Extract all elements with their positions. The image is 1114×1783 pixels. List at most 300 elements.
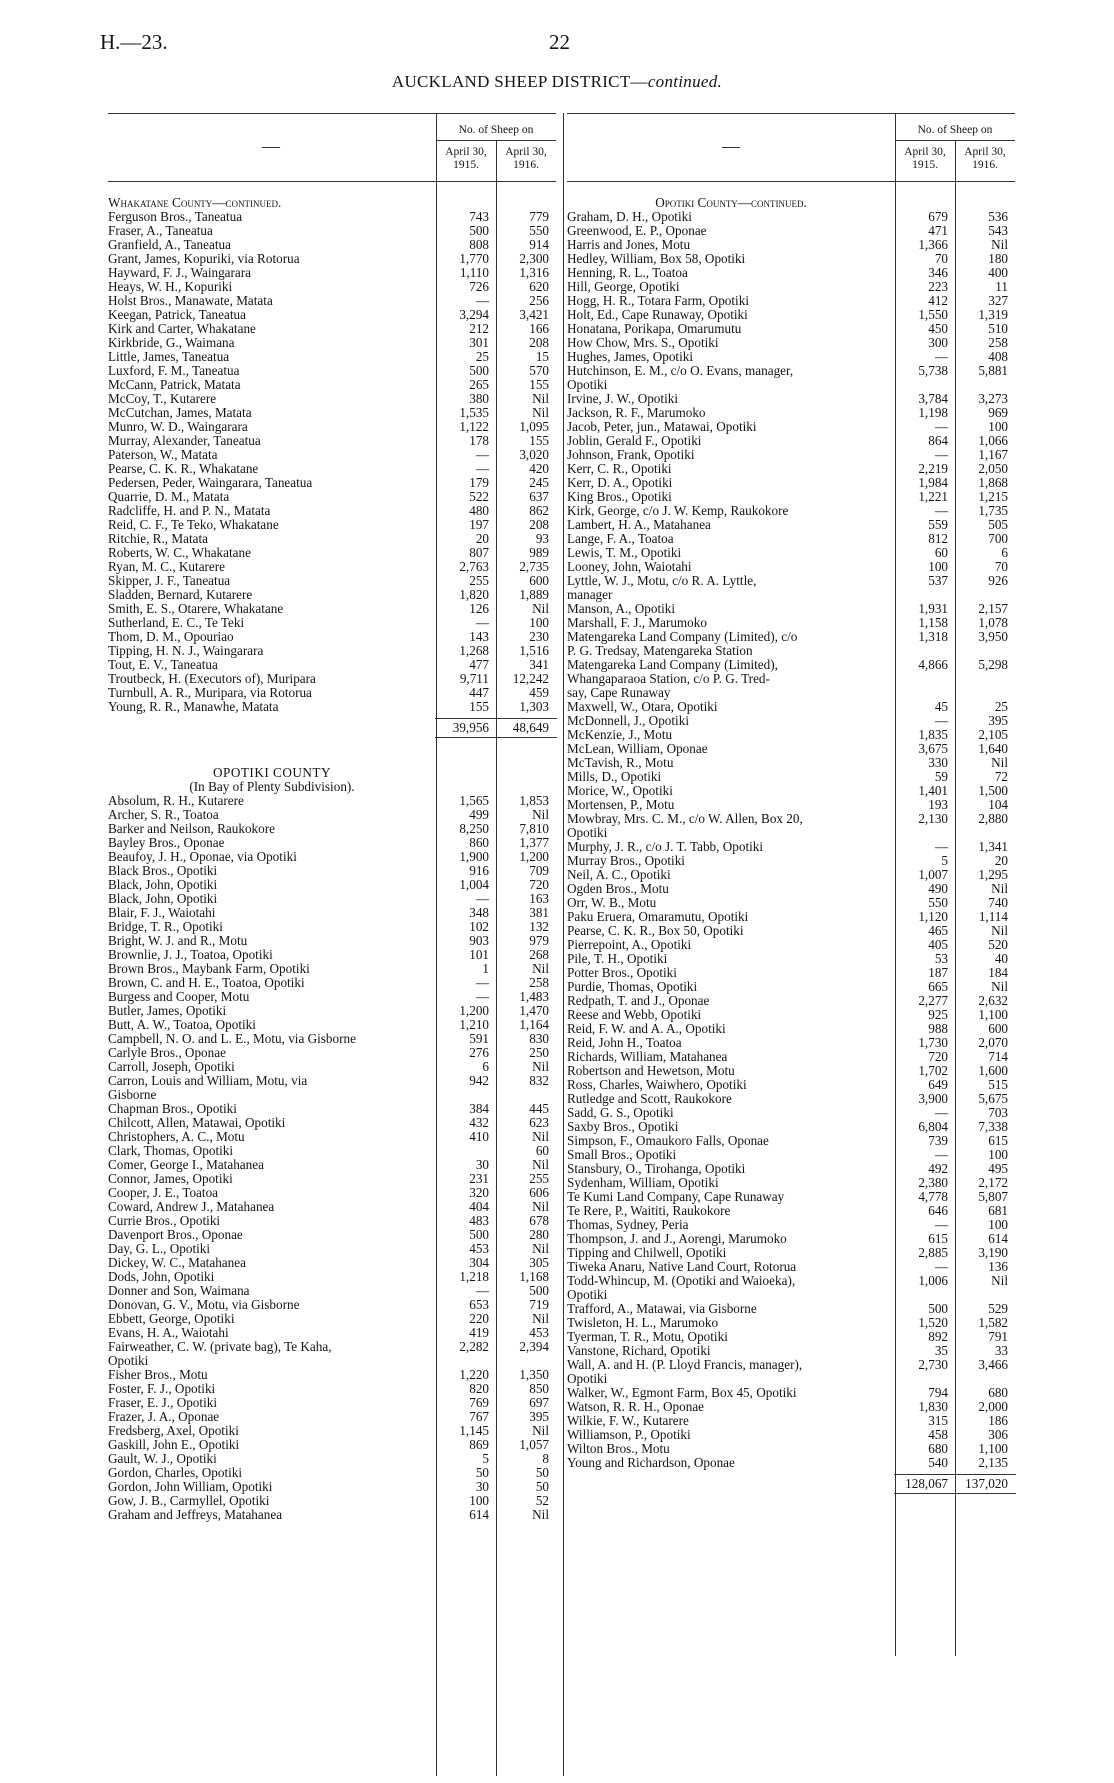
holder-name: Pierrepoint, A., Opotiki (567, 937, 692, 952)
sheep-1915: 550 (928, 895, 948, 910)
sheep-1915: 3,675 (918, 741, 948, 756)
table-row (108, 448, 556, 462)
sheep-1915: 559 (928, 517, 948, 532)
sheep-1915: 2,277 (918, 993, 948, 1008)
sheep-1916: 1,868 (978, 475, 1008, 490)
holder-name: Harris and Jones, Motu (567, 237, 691, 252)
left-group-header: No. of Sheep on (458, 124, 534, 136)
sheep-1916: 100 (988, 1147, 1008, 1162)
holder-name: Stansbury, O., Tirohanga, Opotiki (567, 1161, 746, 1176)
table-row (108, 420, 556, 434)
holder-name: Young and Richardson, Oponae (567, 1455, 735, 1470)
holder-name: Opotiki (567, 825, 608, 840)
holder-name: Ross, Charles, Waiwhero, Opotiki (567, 1077, 747, 1092)
table-row (108, 518, 556, 532)
sheep-1916: Nil (532, 1241, 549, 1256)
holder-name: Hogg, H. R., Totara Farm, Opotiki (567, 293, 749, 308)
sheep-1915: 3,900 (918, 1091, 948, 1106)
opotiki-total (567, 1475, 1015, 1493)
sheep-1916: 155 (529, 377, 549, 392)
sheep-1915: 1,366 (918, 237, 948, 252)
sheep-1915: 187 (928, 965, 948, 980)
holder-name: Fraser, E. J., Opotiki (108, 1395, 217, 1410)
sheep-1916: 1,078 (978, 615, 1008, 630)
sheep-1915: 500 (928, 1301, 948, 1316)
holder-name: Opotiki (567, 377, 608, 392)
table-row (567, 532, 1015, 546)
sheep-1915: — (934, 419, 948, 434)
table-row (567, 700, 1015, 714)
table-row (108, 1438, 556, 1452)
table-row (108, 308, 556, 322)
table-row (567, 714, 1015, 728)
table-row (567, 1148, 1015, 1162)
holder-name: Gordon, Charles, Opotiki (108, 1465, 243, 1480)
holder-name: Pearse, C. K. R., Box 50, Opotiki (567, 923, 744, 938)
holder-name: Carlyle Bros., Oponae (108, 1045, 226, 1060)
sheep-1915: — (934, 1217, 948, 1232)
table-row (567, 546, 1015, 560)
table-row (567, 840, 1015, 854)
holder-name: Gow, J. B., Carmyllel, Opotiki (108, 1493, 270, 1508)
sheep-1916: 1,168 (519, 1269, 549, 1284)
table-row (108, 906, 556, 920)
sheep-1916: 606 (529, 1185, 549, 1200)
holder-name: Day, G. L., Opotiki (108, 1241, 211, 1256)
table-row (108, 1172, 556, 1186)
holder-name: Twisleton, H. L., Marumoko (567, 1315, 719, 1330)
sheep-1916: 445 (529, 1101, 549, 1116)
sheep-1916: 245 (529, 475, 549, 490)
sheep-1915: 212 (469, 321, 489, 336)
sheep-1916: Nil (532, 1129, 549, 1144)
sheep-1916: 72 (994, 769, 1008, 784)
sheep-1916: 166 (529, 321, 549, 336)
holder-name: Saxby Bros., Opotiki (567, 1119, 679, 1134)
sheep-1915: 480 (469, 503, 489, 518)
holder-name: Marshall, F. J., Marumoko (567, 615, 707, 630)
table-row (108, 1452, 556, 1466)
sheep-1916: 50 (535, 1465, 549, 1480)
holder-name: McCann, Patrick, Matata (108, 377, 241, 392)
holder-name: McCoy, T., Kutarere (108, 391, 217, 406)
holder-name: Keegan, Patrick, Taneatua (108, 307, 246, 322)
holder-name: McLean, William, Oponae (567, 741, 708, 756)
sheep-1916: 400 (988, 265, 1008, 280)
table-row (567, 490, 1015, 504)
sheep-1915: — (934, 1259, 948, 1274)
holder-name: Tipping, H. N. J., Waingarara (108, 643, 264, 658)
table-row (108, 962, 556, 976)
table-row (567, 406, 1015, 420)
sheep-1916: 250 (529, 1045, 549, 1060)
holder-name: Walker, W., Egmont Farm, Box 45, Opotiki (567, 1385, 797, 1400)
sheep-1916: 1,640 (978, 741, 1008, 756)
sheep-1915: 346 (928, 265, 948, 280)
holder-name: Thompson, J. and J., Aorengi, Marumoko (567, 1231, 787, 1246)
table-row (108, 644, 556, 658)
table-row (108, 1494, 556, 1508)
holder-name: Lyttle, W. J., Motu, c/o R. A. Lyttle, (567, 573, 757, 588)
sheep-1916: 2,050 (978, 461, 1008, 476)
holder-name: McCutchan, James, Matata (108, 405, 252, 420)
sheep-1916: 1,600 (978, 1063, 1008, 1078)
holder-name: Te Kumi Land Company, Cape Runaway (567, 1189, 785, 1204)
table-row (567, 518, 1015, 532)
header-top-rule-right (567, 113, 1015, 114)
sheep-1916: 3,466 (978, 1357, 1008, 1372)
sheep-1915: 1,110 (459, 265, 489, 280)
sheep-1915: — (475, 975, 489, 990)
sheep-1916: 600 (529, 573, 549, 588)
table-row (567, 1190, 1015, 1204)
holder-name: Holst Bros., Manawate, Matata (108, 293, 273, 308)
holder-name: Black, John, Opotiki (108, 877, 218, 892)
sheep-1915: 1,220 (459, 1367, 489, 1382)
sheep-1916: 510 (988, 321, 1008, 336)
sheep-1916: 60 (535, 1143, 549, 1158)
sheep-1915: 2,730 (918, 1357, 948, 1372)
table-row (567, 224, 1015, 238)
sheep-1916: 740 (988, 895, 1008, 910)
table-row (567, 952, 1015, 966)
holder-name: Joblin, Gerald F., Opotiki (567, 433, 702, 448)
sheep-1915: — (475, 293, 489, 308)
sheep-1916: 104 (988, 797, 1008, 812)
table-row (567, 252, 1015, 266)
holder-name: Murray, Alexander, Taneatua (108, 433, 261, 448)
sheep-1916: 2,735 (519, 559, 549, 574)
sheep-1916: 914 (529, 237, 549, 252)
holder-name: Tiweka Anaru, Native Land Court, Rotorua (567, 1259, 797, 1274)
table-row (108, 1046, 556, 1060)
sheep-1916: 395 (988, 713, 1008, 728)
holder-name: Sadd, G. S., Opotiki (567, 1105, 674, 1120)
holder-name: Tout, E. V., Taneatua (108, 657, 218, 672)
sheep-1916: 258 (988, 335, 1008, 350)
section-subheading-opotiki (108, 780, 436, 794)
holder-name: Evans, H. A., Waiotahi (108, 1325, 229, 1340)
sheep-1916: 420 (529, 461, 549, 476)
table-row (567, 1078, 1015, 1092)
table-row (567, 1022, 1015, 1036)
holder-name: Troutbeck, H. (Executors of), Muripara (108, 671, 316, 686)
table-row (108, 658, 556, 672)
table-row (567, 1204, 1015, 1218)
sheep-1916: Nil (991, 923, 1008, 938)
holder-name: Davenport Bros., Oponae (108, 1227, 243, 1242)
sheep-1916: 1,483 (519, 989, 549, 1004)
table-row (567, 1330, 1015, 1344)
table-row (567, 616, 1015, 630)
table-row (108, 364, 556, 378)
table-row (108, 616, 556, 630)
holder-name: Henning, R. L., Toatoa (567, 265, 688, 280)
sheep-1916: 570 (529, 363, 549, 378)
sheep-1916: 2,157 (978, 601, 1008, 616)
sheep-1915: 6,804 (918, 1119, 948, 1134)
holder-name: Munro, W. D., Waingarara (108, 419, 248, 434)
holder-name: Chilcott, Allen, Matawai, Opotiki (108, 1115, 286, 1130)
sheep-1915: 500 (469, 223, 489, 238)
holder-name: Quarrie, D. M., Matata (108, 489, 230, 504)
sheep-1915: 100 (928, 559, 948, 574)
table-row (567, 686, 1015, 700)
table-row (567, 1218, 1015, 1232)
holder-name: Brown Bros., Maybank Farm, Opotiki (108, 961, 310, 976)
table-row (567, 812, 1015, 826)
table-row (108, 1368, 556, 1382)
section-heading-opotiki-text: OPOTIKI COUNTY (213, 765, 331, 780)
sheep-1916: Nil (532, 1059, 549, 1074)
sheep-1915: — (934, 713, 948, 728)
table-row (108, 1340, 556, 1354)
sheep-1916: 1,853 (519, 793, 549, 808)
sheep-1916: 50 (535, 1479, 549, 1494)
total-1915: 39,956 (452, 720, 489, 735)
sheep-1915: 1,268 (459, 643, 489, 658)
sheep-1915: 537 (928, 573, 948, 588)
sheep-1915: 988 (928, 1021, 948, 1036)
holder-name: Mowbray, Mrs. C. M., c/o W. Allen, Box 20, (567, 811, 803, 826)
section-heading-opotiki (108, 766, 436, 780)
holder-name: Fisher Bros., Motu (108, 1367, 208, 1382)
table-row (567, 938, 1015, 952)
sheep-1916: 5,298 (978, 657, 1008, 672)
table-row (108, 1396, 556, 1410)
table-row (567, 350, 1015, 364)
sheep-1915: 739 (928, 1133, 948, 1148)
sheep-1915: 1,318 (918, 629, 948, 644)
sheep-1916: 163 (529, 891, 549, 906)
holder-name: Connor, James, Opotiki (108, 1171, 233, 1186)
table-row (567, 1008, 1015, 1022)
holder-name: Looney, John, Waiotahi (567, 559, 692, 574)
sheep-1915: 179 (469, 475, 489, 490)
sheep-1915: 2,885 (918, 1245, 948, 1260)
table-row (108, 602, 556, 616)
sheep-1916: 862 (529, 503, 549, 518)
table-row (567, 854, 1015, 868)
table-row (108, 532, 556, 546)
sheep-1916: 327 (988, 293, 1008, 308)
holder-name: Neil, A. C., Opotiki (567, 867, 671, 882)
sheep-1916: 2,070 (978, 1035, 1008, 1050)
sheep-1915: 405 (928, 937, 948, 952)
holder-name: Trafford, A., Matawai, via Gisborne (567, 1301, 757, 1316)
holder-name: Bayley Bros., Oponae (108, 835, 225, 850)
holder-name: Christophers, A. C., Motu (108, 1129, 245, 1144)
sheep-1915: 9,711 (459, 671, 489, 686)
holder-name: Bright, W. J. and R., Motu (108, 933, 248, 948)
sheep-1916: 20 (994, 853, 1008, 868)
table-row (108, 1354, 556, 1368)
sheep-1915: 2,282 (459, 1339, 489, 1354)
holder-name: Chapman Bros., Opotiki (108, 1101, 237, 1116)
holder-name: Todd-Whincup, M. (Opotiki and Waioeka), (567, 1273, 796, 1288)
sheep-1916: 495 (988, 1161, 1008, 1176)
sheep-1915: 1,820 (459, 587, 489, 602)
holder-name: Campbell, N. O. and L. E., Motu, via Gisborne (108, 1031, 356, 1046)
sheep-1916: Nil (532, 1423, 549, 1438)
holder-name: Pedersen, Peder, Waingarara, Taneatua (108, 475, 313, 490)
sheep-1915: 348 (469, 905, 489, 920)
sheep-1916: 268 (529, 947, 549, 962)
table-row (567, 364, 1015, 378)
sheep-1915: 477 (469, 657, 489, 672)
table-row (567, 1358, 1015, 1372)
holder-name: Donovan, G. V., Motu, via Gisborne (108, 1297, 300, 1312)
sheep-1916: 620 (529, 279, 549, 294)
table-row (567, 1162, 1015, 1176)
sheep-1915: 615 (928, 1231, 948, 1246)
section-heading-opotiki-continued (567, 196, 895, 210)
holder-name: Orr, W. B., Motu (567, 895, 657, 910)
table-row (567, 1106, 1015, 1120)
holder-name: Young, R. R., Manawhe, Matata (108, 699, 279, 714)
sheep-1915: — (475, 891, 489, 906)
table-row (567, 1232, 1015, 1246)
table-row (567, 882, 1015, 896)
sheep-1916: 2,172 (978, 1175, 1008, 1190)
table-row (108, 1200, 556, 1214)
holder-name: McDonnell, J., Opotiki (567, 713, 689, 728)
table-row (567, 1064, 1015, 1078)
sheep-1915: 1,984 (918, 475, 948, 490)
sheep-1915: 794 (928, 1385, 948, 1400)
holder-name: Vanstone, Richard, Opotiki (567, 1343, 711, 1358)
sheep-1915: 8,250 (459, 821, 489, 836)
sheep-1915: 665 (928, 979, 948, 994)
sheep-1916: 1,114 (978, 909, 1008, 924)
sheep-1915: 1,550 (918, 307, 948, 322)
table-row (567, 602, 1015, 616)
sheep-1915: 3,784 (918, 391, 948, 406)
sheep-1915: 903 (469, 933, 489, 948)
table-row (567, 994, 1015, 1008)
table-row (567, 1344, 1015, 1358)
table-row (567, 826, 1015, 840)
sheep-1915: 315 (928, 1413, 948, 1428)
table-row (108, 406, 556, 420)
holder-name: Purdie, Thomas, Opotiki (567, 979, 698, 994)
sheep-1915: 743 (469, 209, 489, 224)
table-row (108, 850, 556, 864)
holder-name: Turnbull, A. R., Muripara, via Rotorua (108, 685, 312, 700)
sheep-1915: 2,763 (459, 559, 489, 574)
sheep-1915: 807 (469, 545, 489, 560)
table-row (108, 822, 556, 836)
sheep-1915: 30 (475, 1157, 489, 1172)
header-bottom-rule-right (567, 181, 1015, 182)
table-row (567, 896, 1015, 910)
holder-name: Robertson and Hewetson, Motu (567, 1063, 735, 1078)
sheep-1915: 300 (928, 335, 948, 350)
holder-name: Te Rere, P., Waititi, Raukokore (567, 1203, 731, 1218)
table-row (567, 434, 1015, 448)
sheep-1916: 1,735 (978, 503, 1008, 518)
holder-name: Hughes, James, Opotiki (567, 349, 694, 364)
table-row (108, 1130, 556, 1144)
sheep-1916: 1,341 (978, 839, 1008, 854)
table-row (108, 294, 556, 308)
holder-name: Black Bros., Opotiki (108, 863, 218, 878)
sheep-1915: 1,830 (918, 1399, 948, 1414)
holder-name: Gisborne (108, 1087, 157, 1102)
table-row (108, 1466, 556, 1480)
sheep-1916: 969 (988, 405, 1008, 420)
holder-name: Cooper, J. E., Toatoa (108, 1185, 219, 1200)
sheep-1915: 1,900 (459, 849, 489, 864)
sheep-1916: 614 (988, 1231, 1008, 1246)
table-row (108, 238, 556, 252)
table-row (567, 672, 1015, 686)
table-row (108, 1480, 556, 1494)
holder-name: manager (567, 587, 613, 602)
holder-name: Little, James, Taneatua (108, 349, 230, 364)
sheep-1916: 1,200 (519, 849, 549, 864)
sheep-1915: 410 (469, 1129, 489, 1144)
sheep-1916: 2,105 (978, 727, 1008, 742)
sheep-1916: 1,350 (519, 1367, 549, 1382)
holder-name: Honatana, Porikapa, Omarumutu (567, 321, 742, 336)
sheep-1916: 230 (529, 629, 549, 644)
sheep-1916: 453 (529, 1325, 549, 1340)
table-row (567, 1134, 1015, 1148)
table-row (567, 910, 1015, 924)
holder-name: Ryan, M. C., Kutarere (108, 559, 226, 574)
table-row (108, 1270, 556, 1284)
table-row (567, 574, 1015, 588)
sheep-1915: 500 (469, 363, 489, 378)
sheep-1916: 505 (988, 517, 1008, 532)
holder-name: Bridge, T. R., Opotiki (108, 919, 223, 934)
sheep-1915: 646 (928, 1203, 948, 1218)
table-row (567, 1414, 1015, 1428)
holder-name: Archer, S. R., Toatoa (108, 807, 219, 822)
table-row (108, 1060, 556, 1074)
sheep-1916: 256 (529, 293, 549, 308)
sheep-1915: 1 (482, 961, 489, 976)
sheep-1916: 600 (988, 1021, 1008, 1036)
sheep-1916: 1,316 (519, 265, 549, 280)
sheep-1916: 520 (988, 937, 1008, 952)
table-row (108, 1116, 556, 1130)
table-row (567, 294, 1015, 308)
table-row (567, 378, 1015, 392)
table-row (567, 784, 1015, 798)
sheep-1915: 769 (469, 1395, 489, 1410)
table-row (108, 934, 556, 948)
sheep-1916: Nil (532, 807, 549, 822)
sheep-1915: 35 (934, 1343, 948, 1358)
sheep-1916: 2,880 (978, 811, 1008, 826)
sheep-1916: 720 (529, 877, 549, 892)
holder-name: Granfield, A., Taneatua (108, 237, 231, 252)
right-header-dash: — (722, 136, 740, 156)
holder-name: Redpath, T. and J., Oponae (567, 993, 710, 1008)
holder-name: Manson, A., Opotiki (567, 601, 676, 616)
sheep-1916: 1,582 (978, 1315, 1008, 1330)
sheep-1915: 304 (469, 1255, 489, 1270)
holder-name: Potter Bros., Opotiki (567, 965, 677, 980)
sheep-1915: 591 (469, 1031, 489, 1046)
holder-name: Reid, John H., Toatoa (567, 1035, 682, 1050)
sheep-1916: 208 (529, 335, 549, 350)
table-row (567, 210, 1015, 224)
table-row (567, 924, 1015, 938)
sheep-1915: 471 (928, 223, 948, 238)
